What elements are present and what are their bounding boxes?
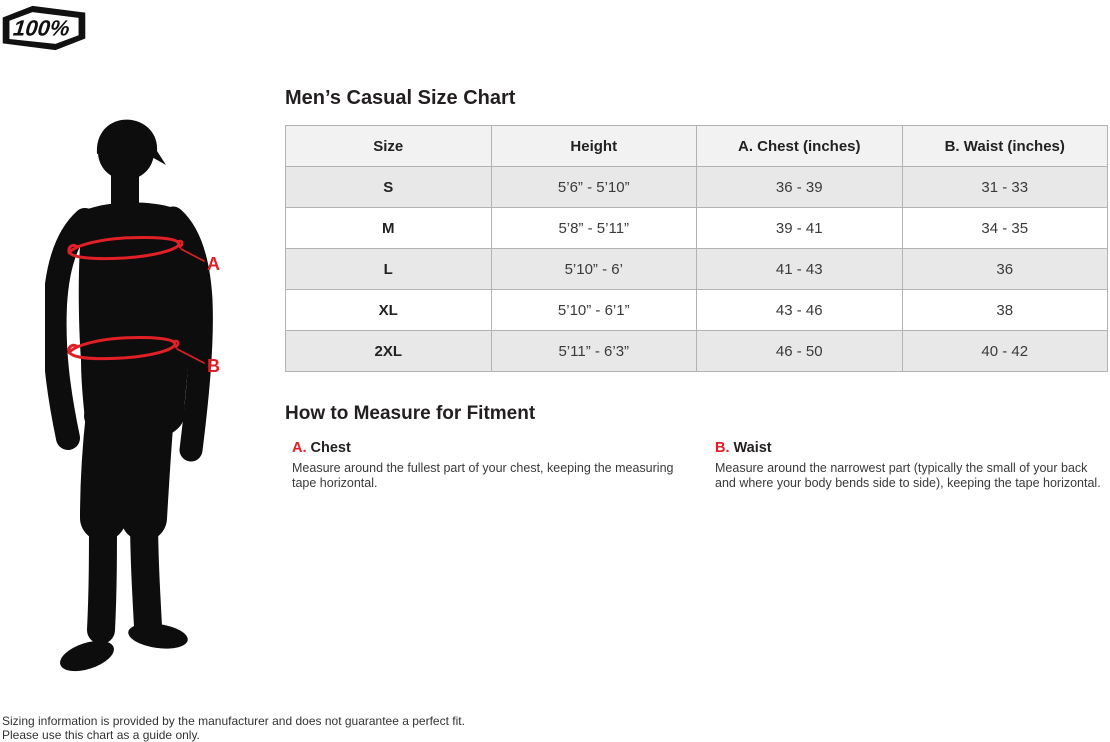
size-cell: L xyxy=(286,249,492,290)
waist-cell: 31 - 33 xyxy=(902,167,1108,208)
chest-cell: 43 - 46 xyxy=(697,290,903,331)
column-header-size: Size xyxy=(286,126,492,167)
logo-text: 100% xyxy=(11,15,71,41)
marker-b-label: B xyxy=(207,356,220,376)
disclaimer-line-1: Sizing information is provided by the manufacturer and does not guarantee a perfect fit. xyxy=(2,714,465,728)
height-cell: 5’6” - 5’10” xyxy=(491,167,697,208)
table-header-row xyxy=(286,126,1108,167)
height-cell: 5’11” - 6’3” xyxy=(491,331,697,372)
size-cell: S xyxy=(286,167,492,208)
table-row xyxy=(286,249,1108,290)
size-cell: XL xyxy=(286,290,492,331)
chest-cell: 46 - 50 xyxy=(697,331,903,372)
chest-cell: 41 - 43 xyxy=(697,249,903,290)
measure-item-chest xyxy=(292,440,697,491)
table-row xyxy=(286,208,1108,249)
measure-chest-description: Measure around the fullest part of your chest, keeping the measuring tape horizontal. xyxy=(292,461,674,490)
male-silhouette-figure xyxy=(45,118,235,688)
how-to-measure-title: How to Measure for Fitment xyxy=(285,403,536,424)
size-chart-table xyxy=(285,125,1108,372)
measure-item-waist xyxy=(715,440,1108,491)
feet xyxy=(56,620,189,677)
table-row xyxy=(286,290,1108,331)
measure-instructions xyxy=(292,440,1108,491)
measure-waist-description: Measure around the narrowest part (typically the small of your back and where your body bends side to side), keeping the tape horizontal. xyxy=(715,461,1101,490)
disclaimer xyxy=(2,714,465,742)
height-cell: 5’8” - 5’11” xyxy=(491,208,697,249)
size-cell: 2XL xyxy=(286,331,492,372)
size-chart-title: Men’s Casual Size Chart xyxy=(285,87,516,109)
waist-cell: 38 xyxy=(902,290,1108,331)
body-silhouette xyxy=(79,120,194,442)
disclaimer-line-2: Please use this chart as a guide only. xyxy=(2,728,200,742)
column-header-height: Height xyxy=(491,126,697,167)
size-cell: M xyxy=(286,208,492,249)
measure-waist-letter: B. xyxy=(715,440,730,456)
measure-chest-label: Chest xyxy=(310,440,351,456)
measure-waist-heading xyxy=(715,440,1108,456)
height-cell: 5’10” - 6’1” xyxy=(491,290,697,331)
column-header-waist: B. Waist (inches) xyxy=(902,126,1108,167)
measure-chest-heading xyxy=(292,440,697,456)
height-cell: 5’10” - 6’ xyxy=(491,249,697,290)
table-row xyxy=(286,331,1108,372)
waist-cell: 36 xyxy=(902,249,1108,290)
measure-waist-label: Waist xyxy=(733,440,772,456)
table-row xyxy=(286,167,1108,208)
waist-cell: 34 - 35 xyxy=(902,208,1108,249)
marker-a-label: A xyxy=(207,254,220,274)
column-header-chest: A. Chest (inches) xyxy=(697,126,903,167)
waist-cell: 40 - 42 xyxy=(902,331,1108,372)
measure-chest-letter: A. xyxy=(292,440,307,456)
chest-cell: 39 - 41 xyxy=(697,208,903,249)
brand-100percent-logo-icon xyxy=(0,4,88,52)
chest-cell: 36 - 39 xyxy=(697,167,903,208)
